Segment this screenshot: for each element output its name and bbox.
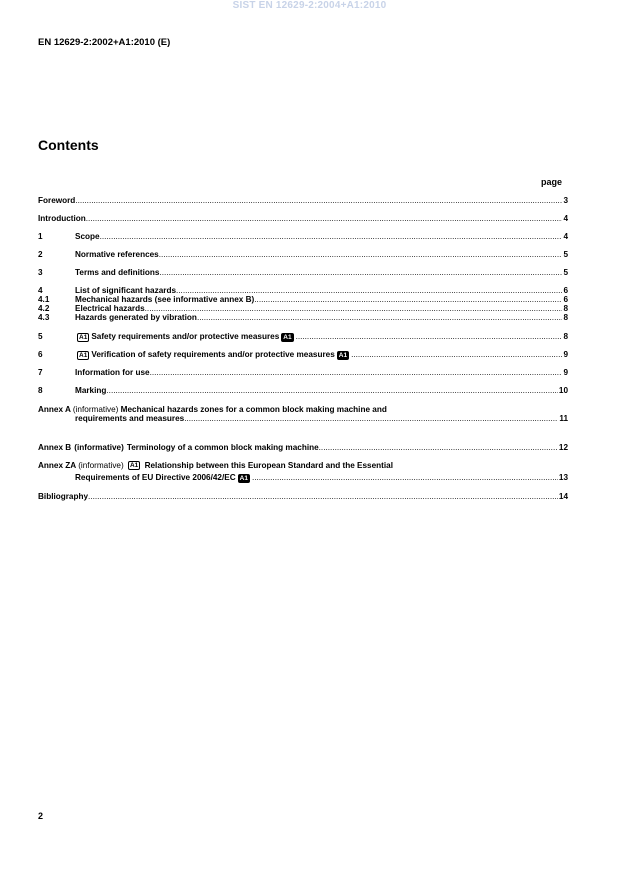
amendment-end-marker: A1 [338, 352, 348, 359]
dot-leader [150, 368, 563, 378]
amendment-end-marker: A1 [283, 334, 292, 341]
toc-title: Mechanical hazards (see informative annex B) [75, 295, 255, 304]
amendment-end-marker: A1 [239, 475, 248, 482]
toc-title: Safety requirements and/or protective measures [91, 332, 280, 341]
toc-title: Bibliography [38, 492, 89, 501]
contents-heading: Contents [38, 137, 99, 153]
section-number: 2 [38, 250, 43, 259]
section-number: 4.2 [38, 304, 50, 313]
toc-page: 3 [563, 196, 568, 205]
section-number: 4.1 [38, 295, 50, 304]
toc-title: Normative references [75, 250, 159, 259]
toc-title: Foreword [38, 196, 76, 205]
dot-leader [75, 196, 562, 206]
section-number: 4.3 [38, 313, 50, 322]
toc-title: Hazards generated by vibration [75, 313, 197, 322]
dot-leader [159, 268, 562, 278]
toc-page: 12 [558, 443, 568, 452]
dot-leader [296, 332, 563, 342]
annex-title-line2: requirements and measures [75, 414, 185, 423]
toc-page: 6 [563, 286, 568, 295]
annex-title-line1: Relationship between this European Standard and the Essential [144, 461, 393, 470]
toc-page: 5 [563, 250, 568, 259]
toc-title: Verification of safety requirements and/or protective measures [91, 350, 335, 359]
annex-heading [38, 461, 393, 471]
amendment-start-marker: A1 [79, 352, 88, 359]
toc-title: Terminology of a common block making machine [126, 443, 319, 452]
page-column-label: page [541, 177, 563, 187]
annex-type: (informative) [78, 461, 124, 470]
toc-title: List of significant hazards [75, 286, 176, 295]
annex-label: Annex ZA [38, 461, 76, 470]
section-number: 6 [38, 350, 43, 359]
annex-label: Annex A [38, 405, 71, 414]
annex-title-line2: Requirements of EU Directive 2006/42/EC [75, 473, 236, 482]
dot-leader [319, 443, 558, 453]
toc-page: 14 [558, 492, 568, 501]
toc-title: Scope [75, 232, 100, 241]
section-number: 1 [38, 232, 43, 241]
section-number: 7 [38, 368, 43, 377]
toc-page: 9 [563, 350, 568, 359]
toc-page: 9 [563, 368, 568, 377]
toc-page: 8 [563, 313, 568, 322]
amendment-start-marker: A1 [129, 462, 139, 469]
dot-leader [106, 386, 557, 396]
toc-page: 5 [563, 268, 568, 277]
toc-page: 8 [563, 332, 568, 341]
annex-label: Annex B [38, 443, 72, 452]
toc-title: Electrical hazards [75, 304, 145, 313]
page-number: 2 [38, 811, 44, 821]
document-id: EN 12629-2:2002+A1:2010 (E) [38, 37, 171, 48]
section-number: 5 [38, 332, 43, 341]
dot-leader [159, 250, 563, 260]
dot-leader [184, 414, 558, 424]
section-number: 4 [38, 286, 43, 295]
toc-page: 11 [559, 414, 568, 423]
dot-leader [252, 473, 558, 483]
toc-page: 8 [563, 304, 568, 313]
dot-leader [88, 492, 558, 502]
annex-title-line1: Mechanical hazards zones for a common block making machine and [120, 405, 387, 414]
watermark: SIST EN 12629-2:2004+A1:2010 [232, 0, 387, 11]
annex-type: (informative) [72, 405, 119, 414]
dot-leader [86, 214, 563, 224]
dot-leader [351, 350, 562, 360]
dot-leader [197, 313, 563, 323]
section-number: 8 [38, 386, 43, 395]
toc-page: 10 [558, 386, 568, 395]
toc-title: Terms and definitions [75, 268, 160, 277]
amendment-start-marker: A1 [79, 334, 88, 341]
toc-title: Information for use [75, 368, 150, 377]
toc-page: 4 [563, 232, 568, 241]
annex-type: (informative) [74, 443, 124, 452]
toc-title: Introduction [38, 214, 86, 223]
section-number: 3 [38, 268, 43, 277]
dot-leader [100, 232, 563, 242]
toc-title: Marking [75, 386, 107, 395]
toc-page: 13 [558, 473, 568, 482]
toc-page: 6 [563, 295, 568, 304]
toc-page: 4 [563, 214, 568, 223]
